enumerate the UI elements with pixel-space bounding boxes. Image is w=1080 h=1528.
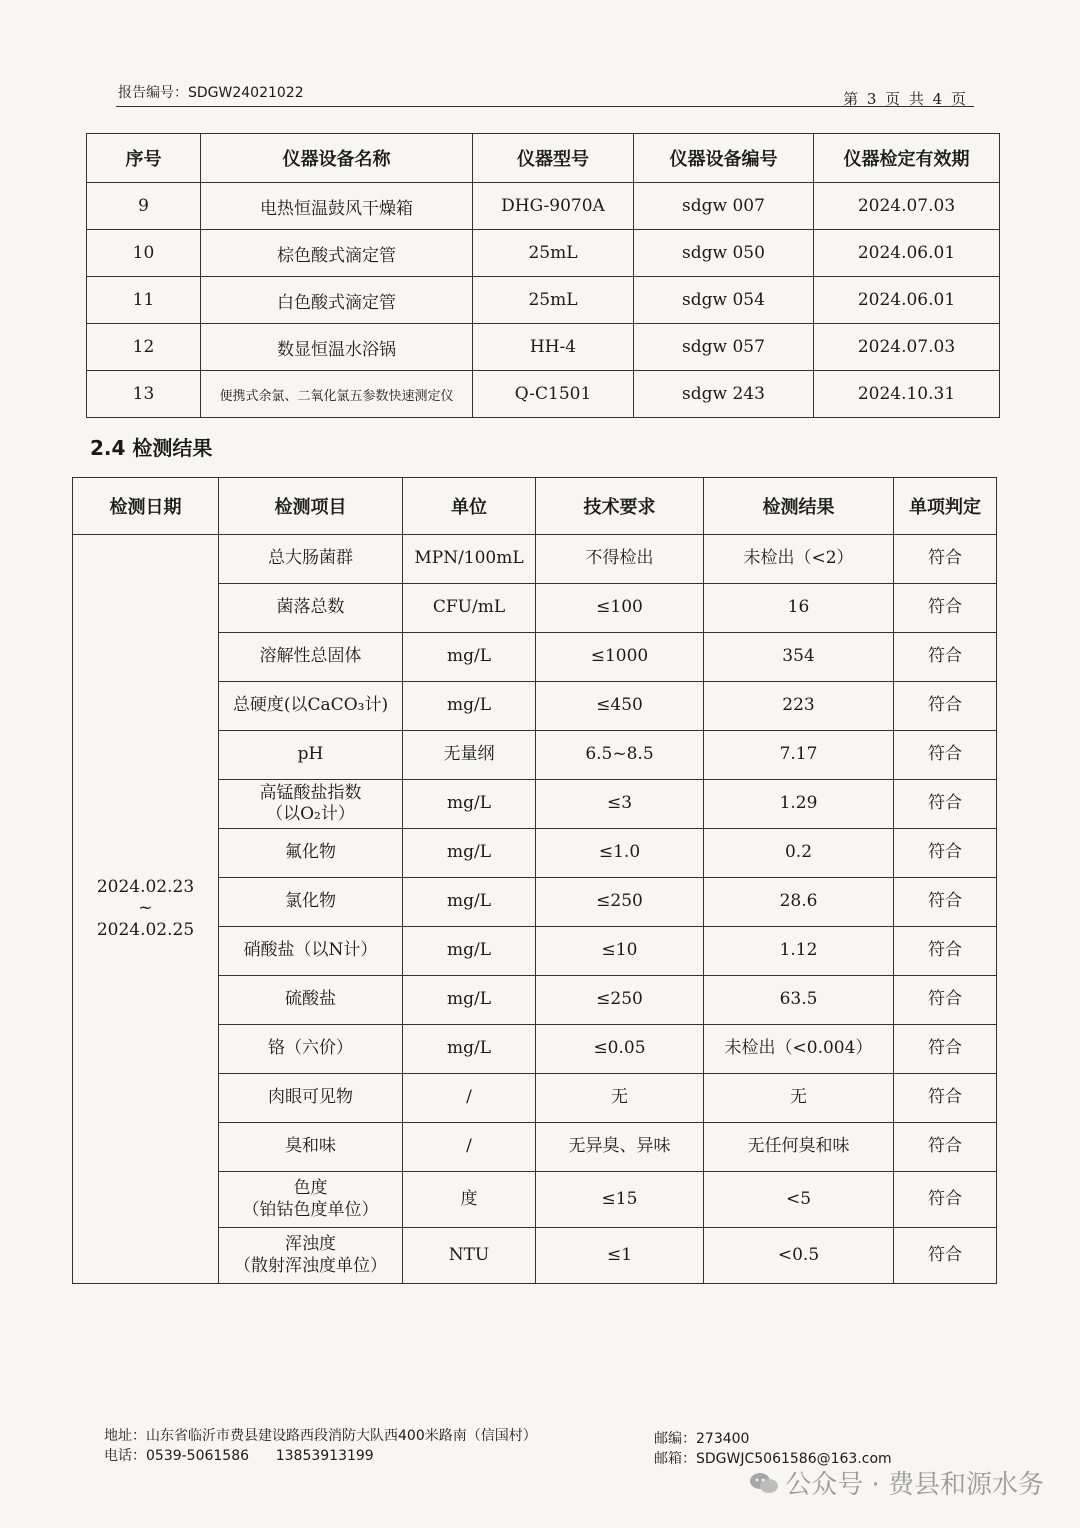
results-header-unit: 单位 [403,478,536,535]
equip-model: 25mL [473,277,634,324]
test-result: 354 [704,633,894,682]
test-result: 63.5 [704,976,894,1025]
page-info: 第 3 页 共 4 页 [843,90,968,108]
footer-address: 地址：山东省临沂市费县建设路西段消防大队西400米路南（信国村） [104,1428,537,1444]
test-result: 未检出（<2） [704,535,894,584]
footer-phone2: 13853913199 [275,1448,374,1464]
equip-id: sdgw 007 [634,183,814,230]
test-requirement: ≤1000 [536,633,704,682]
table-row [87,371,1000,418]
header-divider [116,106,974,107]
test-judgement: 符合 [894,1074,997,1123]
date-separator: ~ [138,898,153,919]
test-requirement: ≤15 [536,1172,704,1228]
equip-header-valid: 仪器检定有效期 [814,134,1000,183]
results-header-req: 技术要求 [536,478,704,535]
test-requirement: 无异臭、异味 [536,1123,704,1172]
test-result: 1.29 [704,780,894,829]
test-requirement: ≤1.0 [536,829,704,878]
equip-id: sdgw 243 [634,371,814,418]
test-judgement: 符合 [894,633,997,682]
test-item-line2: （散射浑浊度单位） [234,1255,387,1276]
equip-valid: 2024.07.03 [814,324,1000,371]
test-unit: 无量纲 [403,731,536,780]
equipment-header-row [87,134,1000,183]
test-unit: / [403,1074,536,1123]
equip-header-name: 仪器设备名称 [201,134,473,183]
test-item: pH [219,731,403,780]
test-item: 氟化物 [219,829,403,878]
test-unit: NTU [403,1228,536,1284]
test-result: 16 [704,584,894,633]
test-item-line1: 浑浊度 [285,1234,336,1255]
test-requirement: 无 [536,1074,704,1123]
test-requirement: ≤450 [536,682,704,731]
test-result: 7.17 [704,731,894,780]
test-unit: 度 [403,1172,536,1228]
date-end: 2024.02.25 [96,919,195,940]
test-judgement: 符合 [894,1025,997,1074]
test-judgement: 符合 [894,535,997,584]
test-result: <5 [704,1172,894,1228]
test-judgement: 符合 [894,878,997,927]
test-item: 硫酸盐 [219,976,403,1025]
test-result: 无任何臭和味 [704,1123,894,1172]
test-judgement: 符合 [894,584,997,633]
test-requirement: ≤250 [536,976,704,1025]
footer-phone-row [104,1446,537,1466]
test-unit: mg/L [403,976,536,1025]
test-unit: MPN/100mL [403,535,536,584]
test-unit: mg/L [403,878,536,927]
results-header-judge: 单项判定 [894,478,997,535]
test-item: 铬（六价） [219,1025,403,1074]
equip-id: sdgw 054 [634,277,814,324]
watermark-text: 公众号 · 费县和源水务 [785,1470,1044,1500]
test-unit: mg/L [403,829,536,878]
footer-phone-label: 电话： [104,1448,146,1464]
test-item: 总硬度(以CaCO₃计) [219,682,403,731]
footer-phone1: 0539-5061586 [146,1448,250,1464]
test-requirement: ≤3 [536,780,704,829]
section-title: 2.4 检测结果 [90,436,213,460]
table-row [87,277,1000,324]
equip-valid: 2024.10.31 [814,371,1000,418]
test-judgement: 符合 [894,1172,997,1228]
equip-valid: 2024.06.01 [814,277,1000,324]
test-requirement: ≤1 [536,1228,704,1284]
equip-seq: 10 [87,230,201,277]
footer-email: 邮箱：SDGWJC5061586@163.com [654,1451,892,1467]
test-judgement: 符合 [894,682,997,731]
equip-seq: 11 [87,277,201,324]
equipment-table [86,133,1000,418]
test-judgement: 符合 [894,1123,997,1172]
results-header-result: 检测结果 [704,478,894,535]
test-unit: mg/L [403,633,536,682]
test-item: 臭和味 [219,1123,403,1172]
equip-id: sdgw 057 [634,324,814,371]
test-result: 无 [704,1074,894,1123]
test-item: 氯化物 [219,878,403,927]
equip-model: Q-C1501 [473,371,634,418]
footer-contact [104,1426,537,1466]
test-judgement: 符合 [894,731,997,780]
test-item [219,1172,403,1228]
equip-name: 便携式余氯、二氧化氯五参数快速测定仪 [201,371,473,418]
equip-valid: 2024.06.01 [814,230,1000,277]
table-row [87,183,1000,230]
test-unit: mg/L [403,780,536,829]
equip-seq: 13 [87,371,201,418]
equip-name: 白色酸式滴定管 [201,277,473,324]
test-result: <0.5 [704,1228,894,1284]
results-header-item: 检测项目 [219,478,403,535]
test-result: 未检出（<0.004） [704,1025,894,1074]
date-start: 2024.02.23 [96,877,195,898]
equip-model: DHG-9070A [473,183,634,230]
equip-seq: 12 [87,324,201,371]
wechat-icon [749,1471,779,1495]
test-requirement: 6.5~8.5 [536,731,704,780]
test-requirement: ≤10 [536,927,704,976]
test-result: 223 [704,682,894,731]
equip-header-seq: 序号 [87,134,201,183]
test-unit: mg/L [403,682,536,731]
test-item-line2: （以O₂计） [266,804,355,824]
test-judgement: 符合 [894,1228,997,1284]
results-table [72,477,997,1284]
results-header-row [73,478,997,535]
test-item-line2: （铂钴色度单位） [242,1199,379,1220]
test-date [73,535,219,1284]
equip-name: 电热恒温鼓风干燥箱 [201,183,473,230]
test-item-line1: 高锰酸盐指数 [259,782,362,803]
test-requirement: ≤0.05 [536,1025,704,1074]
equip-seq: 9 [87,183,201,230]
report-number: 报告编号：SDGW24021022 [118,85,304,101]
test-item: 硝酸盐（以N计） [219,927,403,976]
test-item: 肉眼可见物 [219,1074,403,1123]
equip-id: sdgw 050 [634,230,814,277]
equip-model: 25mL [473,230,634,277]
test-item [219,780,403,829]
footer-postcode: 邮编：273400 [654,1431,750,1447]
test-requirement: ≤250 [536,878,704,927]
table-row [73,535,997,584]
equip-header-id: 仪器设备编号 [634,134,814,183]
equip-name: 数显恒温水浴锅 [201,324,473,371]
equip-model: HH-4 [473,324,634,371]
test-item: 菌落总数 [219,584,403,633]
test-judgement: 符合 [894,976,997,1025]
test-item: 总大肠菌群 [219,535,403,584]
table-row [87,230,1000,277]
test-unit: mg/L [403,1025,536,1074]
test-result: 0.2 [704,829,894,878]
watermark [749,1464,1044,1501]
test-item: 溶解性总固体 [219,633,403,682]
test-judgement: 符合 [894,829,997,878]
test-item-line1: 色度 [293,1178,328,1199]
equip-name: 棕色酸式滴定管 [201,230,473,277]
test-requirement: 不得检出 [536,535,704,584]
test-unit: mg/L [403,927,536,976]
test-judgement: 符合 [894,927,997,976]
footer-postal [654,1429,892,1469]
test-requirement: ≤100 [536,584,704,633]
test-unit: / [403,1123,536,1172]
test-result: 28.6 [704,878,894,927]
equip-header-model: 仪器型号 [473,134,634,183]
test-judgement: 符合 [894,780,997,829]
test-unit: CFU/mL [403,584,536,633]
table-row [87,324,1000,371]
test-item [219,1228,403,1284]
equip-valid: 2024.07.03 [814,183,1000,230]
test-result: 1.12 [704,927,894,976]
results-header-date: 检测日期 [73,478,219,535]
